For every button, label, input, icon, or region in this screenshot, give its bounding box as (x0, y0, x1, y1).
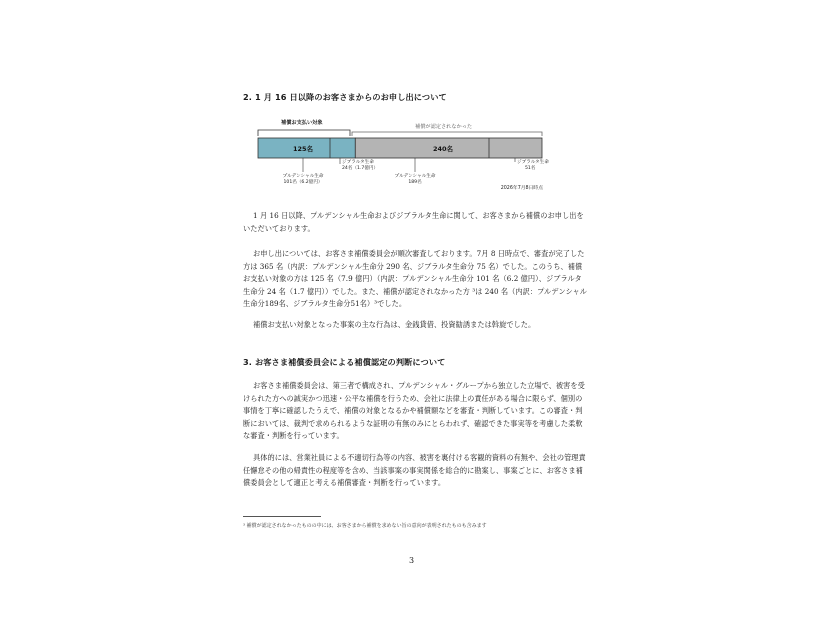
section-2-paragraph-3: 補償お支払い対象となった事案の主な行為は、金銭貸借、投資勧誘または斡旋でした。 (253, 320, 536, 329)
not-covered-bracket (352, 132, 542, 136)
footnote-rule (243, 516, 321, 517)
covered-bracket (258, 130, 350, 136)
callout-gibraltar-not-value: 51名 (525, 166, 536, 171)
bar-not-covered-label: 240名 (432, 145, 454, 153)
section-3-paragraph-1: お客さま補償委員会は、第三者で構成され、プルデンシャル・グループから独立した立場で、被害を受けられた方への誠実かつ迅速・公平な補償を行うため、会社に法律上の責任がある場合に限らず、個別の事情を丁寧に確認したうえで、補償の対象となるかや補償額などを審査・判断しています。この審査・判断においては、裁判で求められるような証明の有無のみにとらわれず、確認できた事実等を考慮した柔軟な審査・判断を行っています。 (243, 381, 585, 441)
section-3-paragraph-2: 具体的には、営業社員による不適切行為等の内容、被害を裏付ける客観的資料の有無や、会社の管理責任懈怠その他の帰責性の程度等を含め、当該事案の事実関係を総合的に勘案し、事案ごとに、お客さま補償委員会として適正と考える補償審査・判断を行っています。 (243, 453, 586, 488)
page-number: 3 (409, 556, 415, 565)
compensation-bar-figure (255, 116, 555, 196)
callout-prudential-covered-value: 101名（6.2億円） (283, 180, 323, 185)
not-covered-bracket-label: 補償が認定されなかった (415, 124, 473, 130)
covered-bracket-label: 補償お支払い対象 (281, 120, 323, 126)
callout-prudential-covered-name: プルデンシャル生命 (282, 174, 324, 179)
asof-label: 2026年7月8日時点 (500, 186, 543, 191)
section-3-heading: 3. お客さま補償委員会による補償認定の判断について (243, 357, 446, 367)
callout-prudential-not-value: 189名 (408, 180, 422, 185)
callout-prudential-not-name: プルデンシャル生命 (394, 174, 436, 179)
footnote-3: ³ 補償が認定されなかったものの中には、お客さまから補償を求めない旨の意向が表明されたものも含みます (243, 523, 487, 529)
figure-svg (255, 116, 555, 196)
section-2-paragraph-1: 1 月 16 日以降、プルデンシャル生命およびジブラルタ生命に関して、お客さまから補償のお申し出をいただいております。 (243, 211, 584, 233)
callout-gibraltar-not-name: ジブラルタ生命 (517, 160, 549, 165)
callout-gibraltar-covered-value: 24名（1.7億円） (342, 166, 379, 171)
section-2-heading: 2. 1 月 16 日以降のお客さまからのお申し出について (243, 92, 447, 102)
bar-covered-label: 125名 (292, 145, 314, 153)
section-2-paragraph-2: お申し出については、お客さま補償委員会が順次審査しております。7月 8 日時点で、審査が完了した方は 365 名（内訳：プルデンシャル生命分 290 名、ジブラルタ生命分 75 名）でした。このうち、補償お支払い対象の方は 125 名（7.9 億円）（内訳：プルデンシャル生命分 101 名（6.2 億円）、ジブラルタ生命分 24 名（1.7 億円））でした。また、補償が認定されなかった方 ³は 240 名（内訳：プルデンシャル生命分189名、ジブラルタ生命分51名）³でした。 (243, 249, 588, 309)
callout-gibraltar-covered-name: ジブラルタ生命 (342, 160, 374, 165)
